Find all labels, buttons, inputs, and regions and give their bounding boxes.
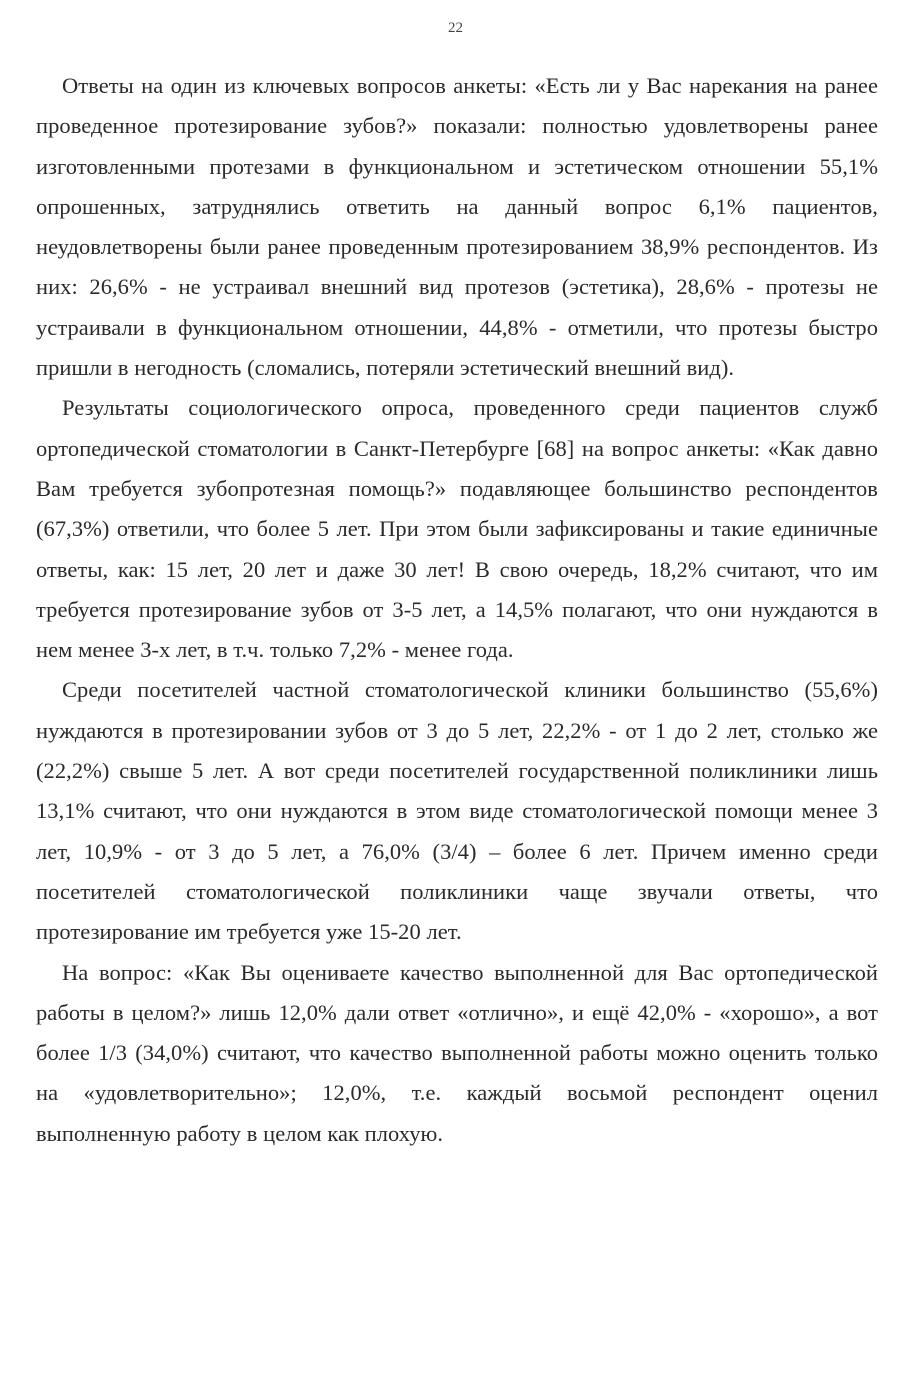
paragraph-survey-spb: Результаты социологического опроса, проведенного среди пациентов служб ортопедической стоматологии в Санкт-Петербурге [68] на вопрос анкеты: «Как давно Вам требуется зубопротезная помощь?» подавляющее большинство респондентов (67,3%) ответили, что более 5 лет. При этом были зафиксированы и такие единичные ответы, как: 15 лет, 20 лет и даже 30 лет! В свою очередь, 18,2% считают, что им требуется протезирование зубов от 3-5 лет, а 14,5% полагают, что они нуждаются в нем менее 3-х лет, в т.ч. только 7,2% - менее года. — [36, 395, 878, 663]
body-text — [36, 66, 878, 1154]
paragraph-clinic-comparison: Среди посетителей частной стоматологической клиники большинство (55,6%) нуждаются в протезировании зубов от 3 до 5 лет, 22,2% - от 1 до 2 лет, столько же (22,2%) свыше 5 лет. А вот среди посетителей государственной поликлиники лишь 13,1% считают, что они нуждаются в этом виде стоматологической помощи менее 3 лет, 10,9% - от 3 до 5 лет, а 76,0% (3/4) – более 6 лет. Причем именно среди посетителей стоматологической поликлиники чаще звучали ответы, что протезирование им требуется уже 15-20 лет. — [36, 677, 878, 945]
page-number: 22 — [448, 20, 463, 36]
paragraph-complaints: Ответы на один из ключевых вопросов анкеты: «Есть ли у Вас нарекания на ранее проведенное протезирование зубов?» показали: полностью удовлетворены ранее изготовленными протезами в функциональном и эстетическом отношении 55,1% опрошенных, затруднялись ответить на данный вопрос 6,1% пациентов, неудовлетворены были ранее проведенным протезированием 38,9% респондентов. Из них: 26,6% - не устраивал внешний вид протезов (эстетика), 28,6% - протезы не устраивали в функциональном отношении, 44,8% - отметили, что протезы быстро пришли в негодность (сломались, потеряли эстетический внешний вид). — [36, 73, 878, 381]
paragraph-quality-assessment: На вопрос: «Как Вы оцениваете качество выполненной для Вас ортопедической работы в целом?» лишь 12,0% дали ответ «отлично», и ещё 42,0% - «хорошо», а вот более 1/3 (34,0%) считают, что качество выполненной работы можно оценить только на «удовлетворительно»; 12,0%, т.е. каждый восьмой респондент оценил выполненную работу в целом как плохую. — [36, 959, 878, 1146]
